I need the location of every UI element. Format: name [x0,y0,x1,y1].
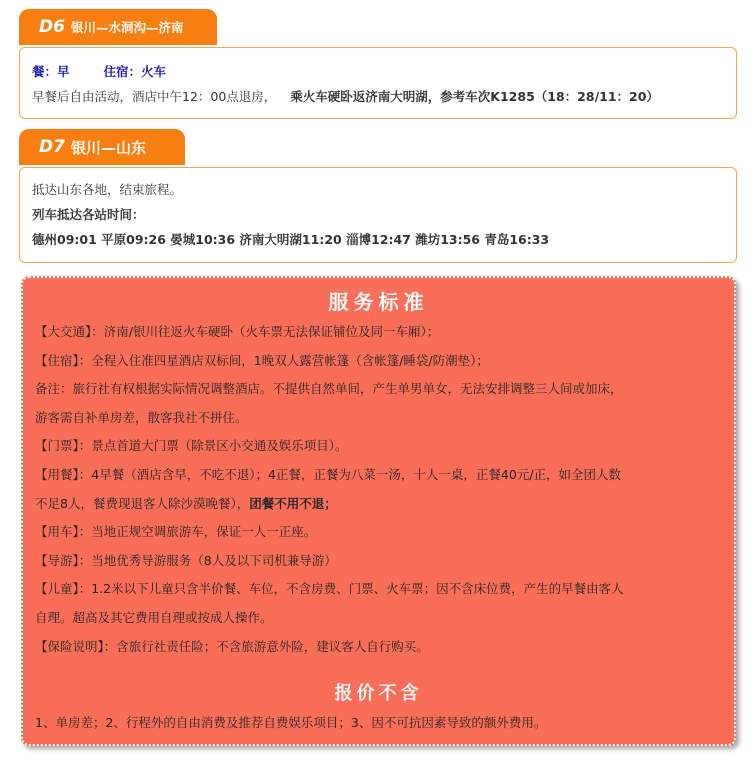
day6-box [19,47,737,119]
meals-bold-text: 团餐不用不退； [249,495,337,511]
exclude-title: 报价不含 [334,683,423,705]
day7-line1: 抵达山东各地，结束旅程。 [32,182,183,197]
service-item-note: 备注：旅行社有权根据实际情况调整酒店。不提供自然单间，产生单男单女，无法安排调整三人间或加床， [35,381,623,397]
day7-arrival-times: 德州09:01 平原09:26 晏城10:36 济南大明湖11:20 淄博12:47 潍坊13:56 青岛16:33 [32,232,550,247]
day6-desc [32,84,724,109]
service-item-hotel: 【住宿】：全程入住准四星酒店双标间，1晚双人露营帐篷（含帐篷/睡袋/防潮垫）； [35,352,489,368]
service-item-vehicle: 【用车】：当地正规空调旅游车，保证一人一正座。 [35,524,317,540]
day6-tab [19,9,217,45]
service-item-children-cont: 自理。超高及其它费用自理或按成人操作。 [35,609,273,625]
day7-number: D7 [39,137,65,157]
day6-desc-bold: 乘火车硬卧返济南大明湖，参考车次K1285（18：28/11：20） [290,89,659,104]
service-item-note-cont: 游客需自补单房差，散客我社不拼住。 [35,409,248,425]
day7-box [19,167,737,263]
service-item-meals: 【用餐】：4早餐（酒店含早，不吃不退）；4正餐，正餐为八菜一汤，十人一桌，正餐40元/正，如全团人数 [35,466,622,482]
day6-route: 银川—水洞沟—济南 [70,20,184,35]
day7-tab [19,129,185,165]
day6-meal-stay [32,59,724,84]
meals-cont-text: 不足8人，餐费现退客人除沙漠晚餐）， [35,495,250,511]
day6-section [19,9,737,119]
service-item-children: 【儿童】：1.2米以下儿童只含半价餐、车位，不含房费、门票、火车票；因不含床位费，产生的早餐由客人 [35,581,624,597]
day7-line2: 列车抵达各站时间： [32,207,145,222]
day7-section [19,129,737,263]
day6-stay: 住宿：火车 [103,64,167,79]
service-item-insurance: 【保险说明】：含旅行社责任险；不含旅游意外险，建议客人自行购买。 [35,638,429,654]
service-standards-panel [21,276,736,746]
day6-meal: 餐：早 [32,64,70,79]
service-item-guide: 【导游】：当地优秀导游服务（8人及以下司机兼导游） [35,552,337,568]
exclude-text: 1、单房差；2、行程外的自由消费及推荐自费娱乐项目；3、因不可抗因素导致的额外费用。 [35,715,547,731]
service-item-transport: 【大交通】：济南/银川往返火车硬卧（火车票无法保证铺位及同一车厢）； [35,324,440,339]
day6-number: D6 [39,17,65,37]
service-item-meals-cont [35,490,722,519]
day6-desc-normal: 早餐后自由活动，酒店中午12：00点退房， [32,89,277,104]
service-title: 服务标准 [328,290,429,314]
day7-route: 银川—山东 [70,138,146,157]
service-item-tickets: 【门票】：景点首道大门票（除景区小交通及娱乐项目）。 [35,438,348,454]
